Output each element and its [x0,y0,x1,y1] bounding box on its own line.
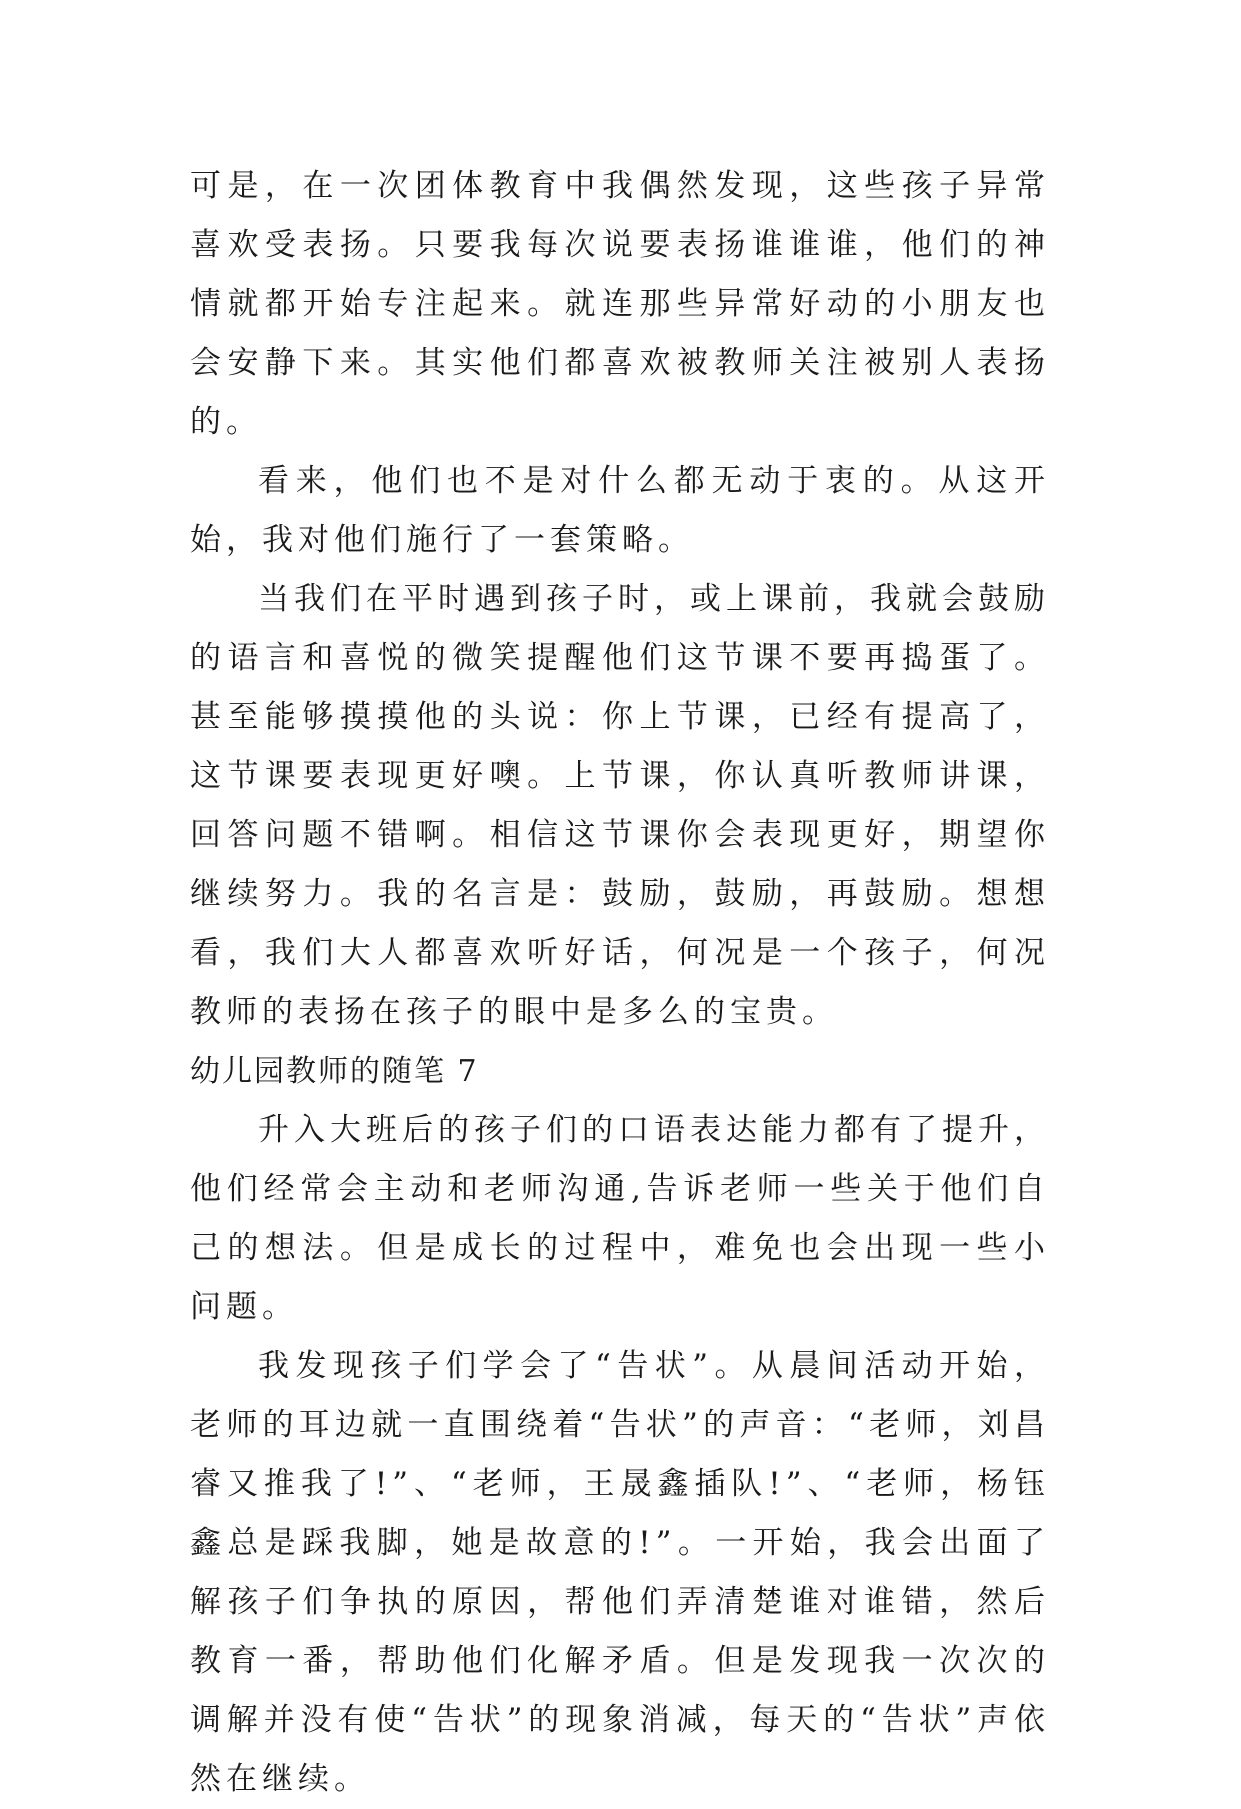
paragraph-1: 可是，在一次团体教育中我偶然发现，这些孩子异常喜欢受表扬。只要我每次说要表扬谁谁谁，他们的神情就都开始专注起来。就连那些异常好动的小朋友也会安静下来。其实他们都喜欢被教师关注被别人表扬的。 [190,168,1050,440]
section-paragraph-1: 升入大班后的孩子们的口语表达能力都有了提升，他们经常会主动和老师沟通,告诉老师一些关于他们自己的想法。但是成长的过程中，难免也会出现一些小问题。 [190,1112,1050,1325]
section-paragraph-2: 我发现孩子们学会了“告状”。从晨间活动开始，老师的耳边就一直围绕着“告状”的声音：“老师，刘昌睿又推我了!”、“老师，王晟鑫插队!”、“老师，杨钰鑫总是踩我脚，她是故意的!”。一开始，我会出面了解孩子们争执的原因，帮他们弄清楚谁对谁错，然后教育一番，帮助他们化解矛盾。但是发现我一次次的调解并没有使“告状”的现象消减，每天的“告状”声依然在继续。 [190,1348,1050,1797]
section-title: 幼儿园教师的随笔 7 [190,1054,479,1089]
paragraph-3: 当我们在平时遇到孩子时，或上课前，我就会鼓励的语言和喜悦的微笑提醒他们这节课不要再捣蛋了。甚至能够摸摸他的头说：你上节课，已经有提高了，这节课要表现更好噢。上节课，你认真听教师讲课，回答问题不错啊。相信这节课你会表现更好，期望你继续努力。我的名言是：鼓励，鼓励，再鼓励。想想看，我们大人都喜欢听好话，何况是一个孩子，何况教师的表扬在孩子的眼中是多么的宝贵。 [190,581,1050,1030]
document-body [190,157,1050,1809]
paragraph-2: 看来，他们也不是对什么都无动于衷的。从这开始，我对他们施行了一套策略。 [190,463,1050,558]
